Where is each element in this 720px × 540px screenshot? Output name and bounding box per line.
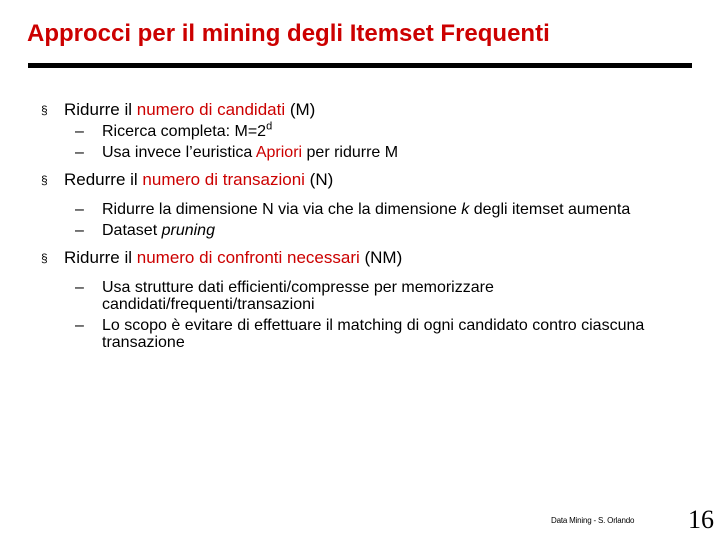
subbullet-emphasis: k — [461, 201, 470, 218]
bullet-highlight: numero di confronti necessari — [136, 248, 360, 267]
bullet-text-pre: Ridurre il — [64, 100, 137, 119]
subbullet-text-post: per ridurre M — [302, 144, 399, 161]
footer-credit: Data Mining - S. Orlando — [551, 516, 635, 525]
subbullet-full-search — [40, 120, 700, 140]
bullet-transactions — [40, 170, 700, 190]
bullet-comparisons — [40, 248, 700, 268]
bullet-text-post: (M) — [285, 100, 316, 119]
subbullet-data-structures — [40, 279, 700, 313]
bullet-text-post: (NM) — [359, 248, 403, 267]
subbullet-text-pre: Ridurre la dimensione N via via che la dimensione — [102, 201, 462, 218]
page-number: 16 — [688, 505, 714, 534]
bullet-marker-icon: § — [41, 103, 48, 117]
bullet-candidates — [40, 100, 700, 120]
subbullet-text-pre: Dataset — [102, 222, 162, 239]
bullet-highlight: numero di transazioni — [142, 170, 305, 189]
dash-marker-icon: – — [75, 144, 84, 161]
title-rule — [28, 63, 692, 68]
dash-marker-icon: – — [75, 317, 84, 334]
subbullet-reduce-dimension — [40, 201, 700, 218]
bullet-marker-icon: § — [41, 173, 48, 187]
subbullet-dataset-pruning — [40, 222, 700, 239]
subbullet-superscript: d — [266, 120, 273, 133]
slide-title: Approcci per il mining degli Itemset Frequenti — [27, 20, 550, 47]
bullet-list — [40, 100, 700, 351]
subbullet-highlight: Apriori — [255, 144, 303, 161]
dash-marker-icon: – — [75, 279, 84, 296]
bullet-marker-icon: § — [41, 251, 48, 265]
dash-marker-icon: – — [75, 201, 84, 218]
bullet-text-pre: Ridurre il — [64, 248, 137, 267]
subbullet-emphasis: pruning — [161, 222, 215, 239]
bullet-text-pre: Redurre il — [64, 170, 143, 189]
dash-marker-icon: – — [75, 222, 84, 239]
subbullet-text-pre: Usa invece l’euristica — [102, 144, 256, 161]
subbullet-apriori — [40, 144, 700, 161]
subbullet-avoid-matching — [40, 317, 700, 351]
subbullet-text: Usa strutture dati efficienti/compresse per memorizzare candidati/frequenti/transazioni — [102, 279, 494, 313]
subbullet-text-post: degli itemset aumenta — [469, 201, 631, 218]
subbullet-text: Ricerca completa: M=2 — [102, 123, 267, 140]
dash-marker-icon: – — [75, 123, 84, 140]
bullet-highlight: numero di candidati — [136, 100, 286, 119]
bullet-text-post: (N) — [304, 170, 334, 189]
subbullet-text: Lo scopo è evitare di effettuare il matching di ogni candidato contro ciascuna transazione — [102, 317, 645, 351]
